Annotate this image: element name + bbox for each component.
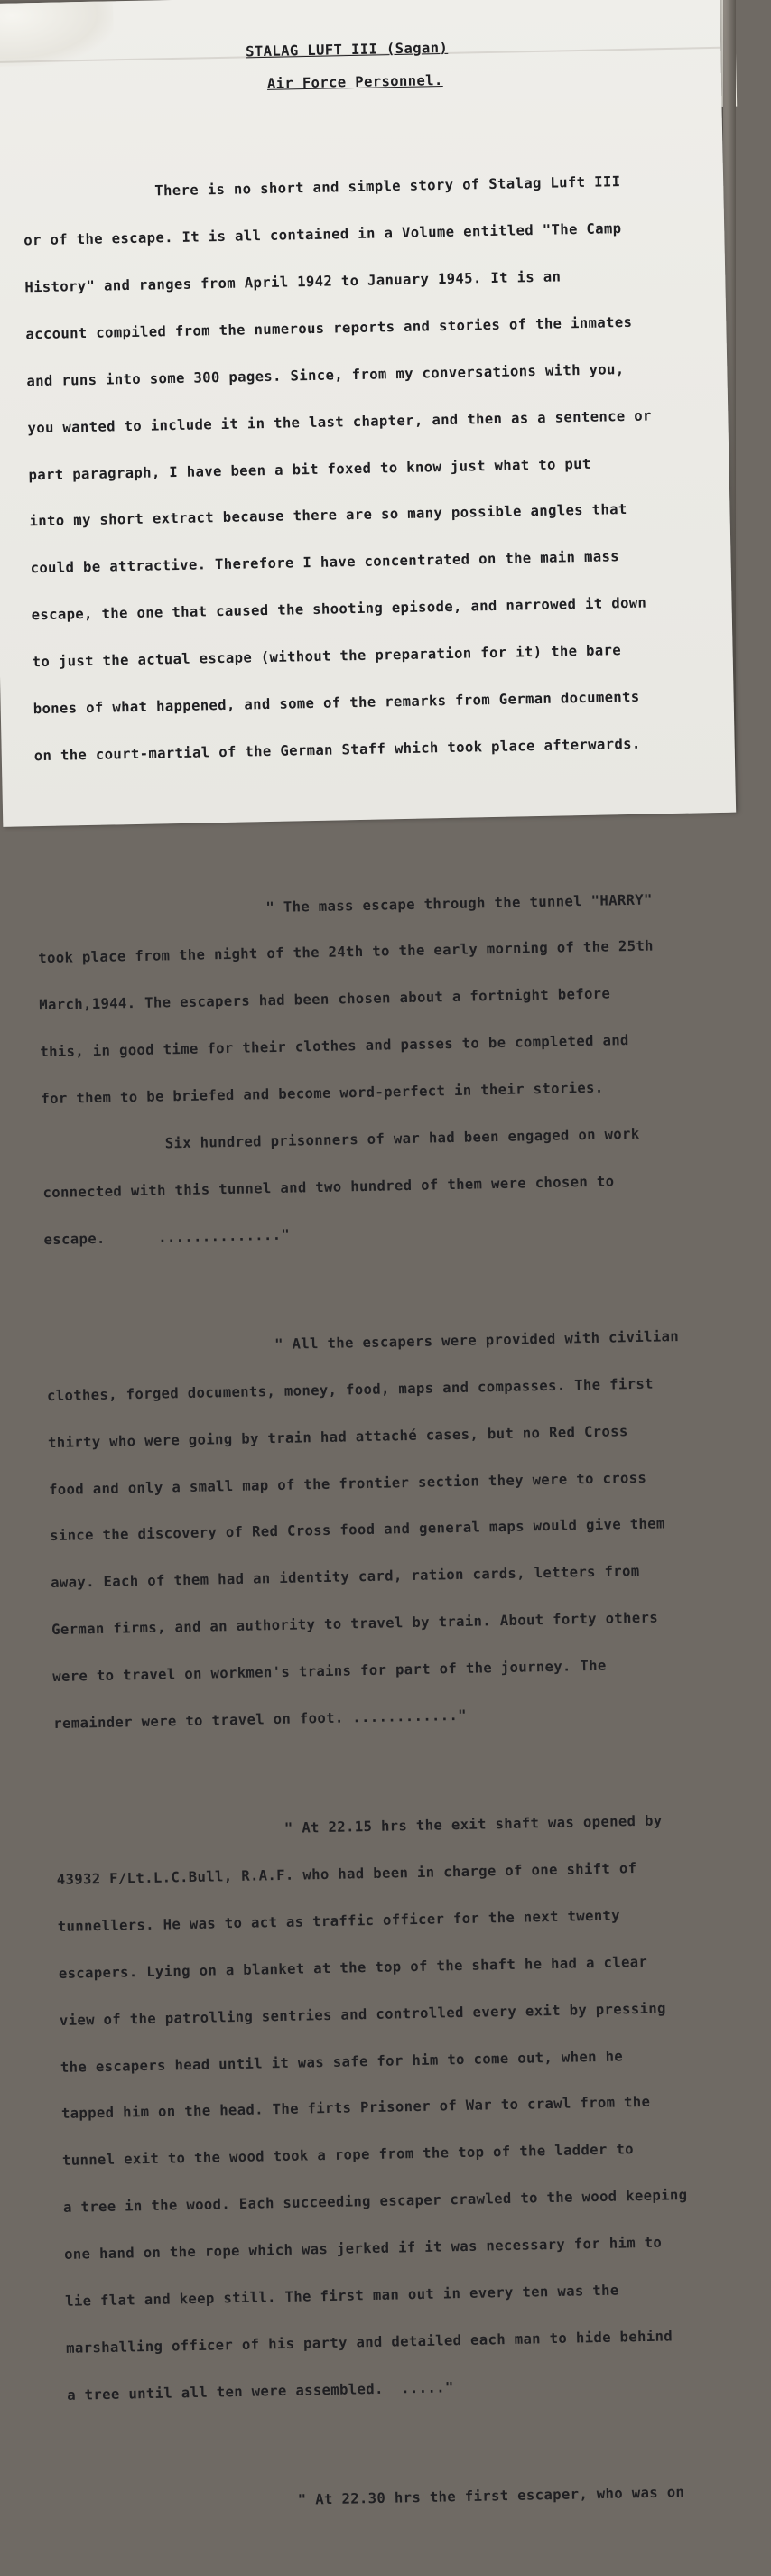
text-line: since the discovery of Red Cross food and general maps would give them xyxy=(49,1515,665,1545)
text-line: tapped him on the head. The firts Prisoner of War to crawl from the xyxy=(60,2094,651,2123)
text-line: for them to be briefed and become word-perfect in their stories. xyxy=(41,1079,604,1108)
paragraph-clothes xyxy=(45,1297,687,1763)
text-line: connected with this tunnel and two hundred of them were chosen to xyxy=(42,1173,615,1202)
text-line: remainder were to travel on foot. ............" xyxy=(53,1706,468,1732)
text-line: could be attractive. Therefore I have concentrated on the main mass xyxy=(30,548,620,577)
text-line: " At 22.15 hrs the exit shaft was opened by xyxy=(55,1812,663,1842)
text-line: escape, the one that caused the shooting episode, and narrowed it down xyxy=(31,594,647,624)
text-line: lie flat and keep still. The first man out in every ten was the xyxy=(64,2282,619,2310)
text-line: or of the escape. It is all contained in a Volume entitled "The Camp xyxy=(23,220,622,249)
text-line: tunnellers. He was to act as traffic officer for the next twenty xyxy=(57,1907,621,1935)
text-line: you wanted to include it in the last chapter, and then as a sentence or xyxy=(27,407,652,436)
text-line: to just the actual escape (without the preparation for it) the bare xyxy=(32,642,622,671)
text-line: the escapers head until it was safe for him to come out, when he xyxy=(60,2047,624,2076)
text-line: " The mass escape through the tunnel "HARRY" xyxy=(37,891,653,920)
text-line: a tree in the wood. Each succeeding escaper crawled to the wood keeping xyxy=(62,2187,688,2217)
paragraph-intro xyxy=(22,143,667,795)
paragraph-exit xyxy=(55,1781,701,2434)
text-line: German firms, and an authority to travel by train. About forty others xyxy=(51,1609,659,1639)
text-line: " All the escapers were provided with civilian xyxy=(45,1327,680,1357)
text-line: away. Each of them had an identity card, ration cards, letters from xyxy=(50,1563,640,1592)
text-line: March,1944. The escapers had been chosen about a fortnight before xyxy=(39,985,611,1014)
text-line: " At 22.30 hrs the first escaper, who was on xyxy=(69,2483,685,2513)
text-line: History" and ranges from April 1942 to January 1945. It is an xyxy=(24,268,562,296)
text-line: tunnel exit to the wood took a rope from the top of the ladder to xyxy=(61,2141,635,2170)
paragraph-next xyxy=(69,2453,703,2544)
text-line: view of the patrolling sentries and controlled every exit by pressing xyxy=(59,2000,666,2029)
text-line: part paragraph, I have been a bit foxed to know just what to put xyxy=(28,455,591,483)
text-line: 43932 F/Lt.L.C.Bull, R.A.F. who had been in charge of one shift of xyxy=(56,1860,637,1888)
text-line: on the court-martial of the German Staff which took place afterwards. xyxy=(33,735,641,765)
text-line: food and only a small map of the frontier section they were to cross xyxy=(48,1469,647,1498)
text-line: were to travel on workmen's trains for part of the journey. The xyxy=(52,1657,607,1686)
text-line: into my short extract because there are so many possible angles that xyxy=(29,501,627,530)
text-line: this, in good time for their clothes and passes to be completed and xyxy=(40,1032,629,1061)
text-line: thirty who were going by train had attaché cases, but no Red Cross xyxy=(47,1422,628,1451)
text-line: took place from the night of the 24th to the early morning of the 25th xyxy=(38,937,655,967)
torn-corner xyxy=(0,1,114,67)
text-line: one hand on the rope which was jerked if it was necessary for him to xyxy=(63,2234,663,2263)
document-title: STALAG LUFT III (Sagan) xyxy=(245,39,449,60)
text-line: marshalling officer of his party and detailed each man to hide behind xyxy=(66,2328,673,2357)
document-body xyxy=(22,111,704,2575)
text-line: escape. .............." xyxy=(43,1226,291,1248)
text-line: There is no short and simple story of Stalag Luft III xyxy=(23,173,621,202)
text-line: bones of what happened, and some of the remarks from German documents xyxy=(33,688,640,718)
document-subtitle: Air Force Personnel. xyxy=(266,71,443,92)
text-line: and runs into some 300 pages. Since, from my conversations with you, xyxy=(26,360,625,390)
text-line: clothes, forged documents, money, food, maps and compasses. The first xyxy=(46,1375,654,1404)
text-line: account compiled from the numerous reports and stories of the inmates xyxy=(25,313,633,343)
paragraph-harry xyxy=(36,860,677,1279)
text-line: a tree until all ten were assembled. ....." xyxy=(67,2379,454,2404)
text-line: escapers. Lying on a blanket at the top of the shaft he had a clear xyxy=(58,1953,648,1982)
text-line: Six hundred prisonners of war had been engaged on work xyxy=(42,1125,640,1155)
